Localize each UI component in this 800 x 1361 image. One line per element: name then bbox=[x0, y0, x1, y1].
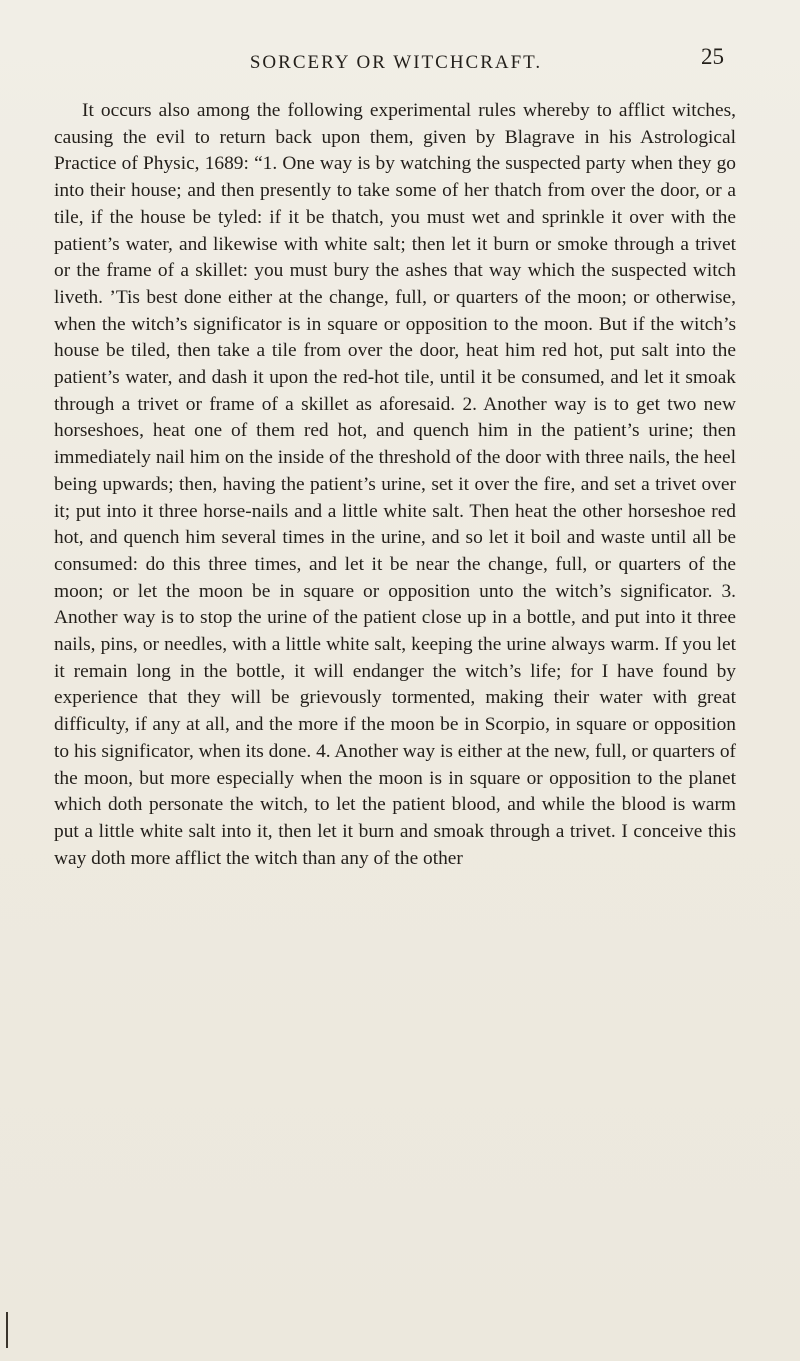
page-header bbox=[68, 44, 724, 78]
running-title: SORCERY OR WITCHCRAFT. bbox=[249, 52, 543, 73]
page-number: 25 bbox=[701, 44, 724, 69]
margin-mark bbox=[6, 1312, 8, 1348]
body-paragraph: It occurs also among the following experimental rules whereby to afflict witches, causing the evil to return back upon them, given by Blagrave in his Astrological Practice of Physic, 1689: “1. One way is by watching the suspected party when they go into their house; and then presently to take some of her thatch from over the door, or a tile, if the house be tyled: if it be thatch, you must wet and sprinkle it over with the patient’s water, and likewise with white salt; then let it burn or smoke through a trivet or the frame of a skillet: you must bury the ashes that way which the suspected witch liveth. ’Tis best done either at the change, full, or quarters of the moon; or otherwise, when the witch’s significator is in square or opposition to the moon. But if the witch’s house be tiled, then take a tile from over the door, heat him red hot, put salt into the patient’s water, and dash it upon the red-hot tile, until it be consumed, and let it smoak through a trivet or frame of a skillet as aforesaid. 2. Another way is to get two new horseshoes, heat one of them red hot, and quench him in the patient’s urine; then immediately nail him on the inside of the threshold of the door with three nails, the heel being upwards; then, having the patient’s urine, set it over the fire, and set a trivet over it; put into it three horse-nails and a little white salt. Then heat the other horseshoe red hot, and quench him several times in the urine, and so let it boil and waste until all be consumed: do this three times, and let it be near the change, full, or quarters of the moon; or let the moon be in square or opposition unto the witch’s significator. 3. Another way is to stop the urine of the patient close up in a bottle, and put into it three nails, pins, or needles, with a little white salt, keeping the urine always warm. If you let it remain long in the bottle, it will endanger the witch’s life; for I have found by experience that they will be grievously tormented, making their water with great difficulty, if any at all, and the more if the moon be in Scorpio, in square or opposition to his significator, when its done. 4. Another way is either at the new, full, or quarters of the moon, but more especially when the moon is in square or opposition to the planet which doth personate the witch, to let the patient blood, and while the blood is warm put a little white salt into it, then let it burn and smoak through a trivet. I conceive this way doth more afflict the witch than any of the other bbox=[54, 100, 736, 869]
